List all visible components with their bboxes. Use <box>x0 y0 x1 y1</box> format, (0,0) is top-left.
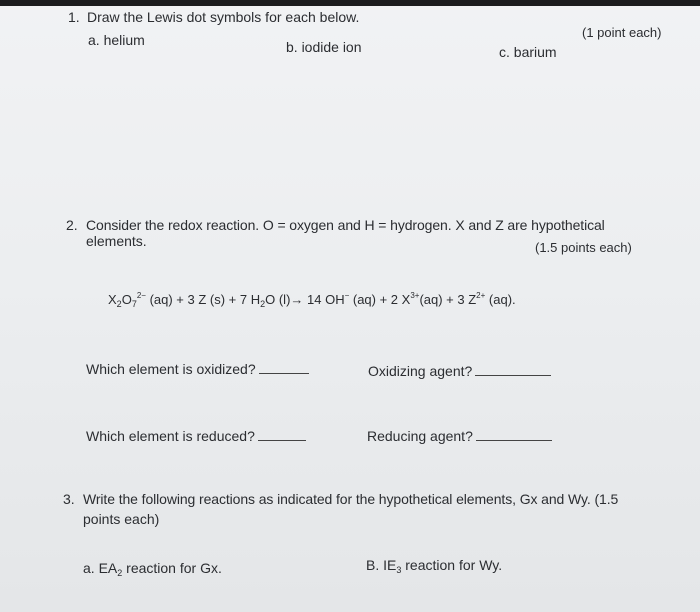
q1-part-a: a. helium <box>88 32 145 48</box>
oxidized-answer-blank[interactable] <box>259 361 309 374</box>
q3-number: 3. <box>63 491 75 507</box>
top-dark-edge <box>0 0 700 6</box>
q1-points: (1 point each) <box>582 25 662 40</box>
q2-points: (1.5 points each) <box>535 240 632 255</box>
q3-part-b: B. $IE_3$ reaction for Wy. <box>366 557 503 575</box>
oxidizing-agent-question: Oxidizing agent? <box>368 363 551 379</box>
q1-part-b: b. iodide ion <box>286 39 362 55</box>
reducing-agent-answer-blank[interactable] <box>476 428 552 441</box>
q3-part-a: a. $EA_2$ reaction for Gx. <box>83 560 222 578</box>
q3-prompt-line1: Write the following reactions as indicated for the hypothetical elements, Gx and Wy. (1.5 <box>83 491 619 507</box>
q3-prompt-line2: points each) <box>83 511 160 527</box>
q1-number: 1. <box>68 9 80 25</box>
oxidized-question: Which element is oxidized? <box>86 361 309 377</box>
q2-prompt-line1: Consider the redox reaction. O = oxygen and H = hydrogen. X and Z are hypothetical <box>86 217 605 233</box>
q2-prompt-line2: elements. <box>86 233 147 249</box>
redox-equation: $X_2O_7^{2-}$ (aq) + 3 Z (s) + 7 $H_2O$ (l)→ 14 OH− (aq) + 2 $X^{3+}(aq) + 3$ $Z^{2+}$ (aq). <box>108 291 516 309</box>
q1-prompt: Draw the Lewis dot symbols for each below. <box>87 9 360 25</box>
reduced-answer-blank[interactable] <box>258 428 306 441</box>
reducing-agent-question: Reducing agent? <box>367 428 552 444</box>
q2-number: 2. <box>66 217 78 233</box>
oxidizing-agent-answer-blank[interactable] <box>475 363 551 376</box>
q1-part-c: c. barium <box>499 44 557 60</box>
reduced-question: Which element is reduced? <box>86 428 306 444</box>
